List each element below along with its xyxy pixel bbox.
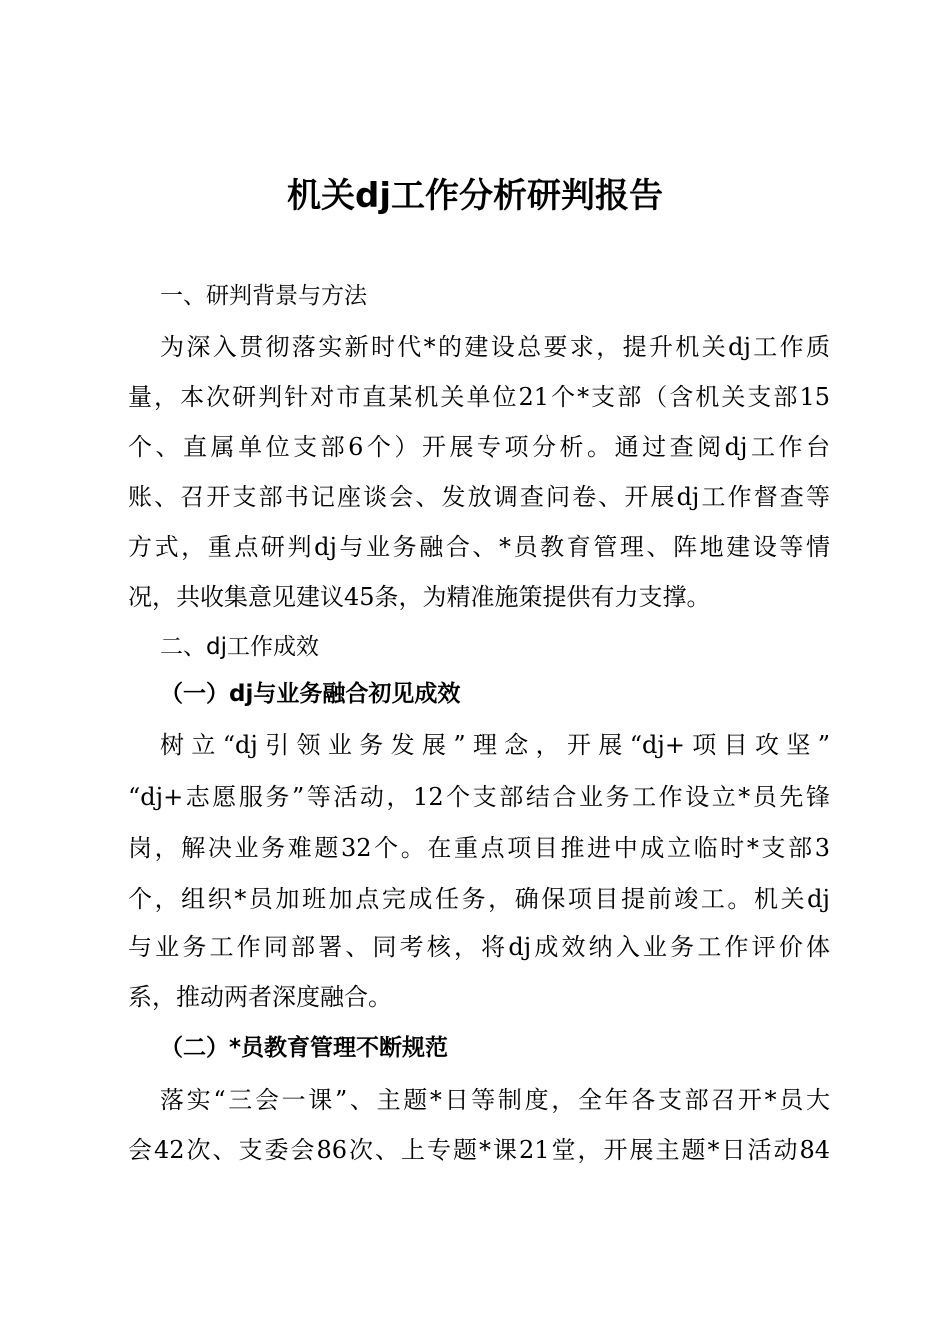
subsection-heading: （二）*员教育管理不断规范 [160, 1035, 449, 1061]
paragraph-line: 个，组织*员加班加点完成任务，确保项目提前竣工。机关dj [128, 885, 830, 913]
paragraph-line: 方式，重点研判dj与业务融合、*员教育管理、阵地建设等情 [128, 533, 830, 561]
subsection-heading: （一）dj与业务融合初见成效 [160, 681, 461, 707]
document-title: 机关dj工作分析研判报告 [287, 176, 663, 216]
paragraph-line: 量，本次研判针对市直某机关单位21个*支部（含机关支部15 [128, 383, 830, 411]
paragraph-line: 个、直属单位支部6个）开展专项分析。通过查阅dj工作台 [128, 433, 830, 461]
paragraph-line: 为深入贯彻落实新时代*的建设总要求，提升机关dj工作质 [160, 333, 830, 361]
paragraph-line: 账、召开支部书记座谈会、发放调查问卷、开展dj工作督查等 [128, 483, 830, 511]
paragraph-line: 树立“dj引领业务发展”理念，开展“dj+项目攻坚” [160, 731, 830, 759]
paragraph-line: “dj+志愿服务”等活动，12个支部结合业务工作设立*员先锋 [128, 783, 830, 811]
section-heading: 二、dj工作成效 [160, 634, 319, 660]
paragraph-line: 会42次、支委会86次、上专题*课21堂，开展主题*日活动84 [128, 1136, 830, 1164]
paragraph-line: 与业务工作同部署、同考核，将dj成效纳入业务工作评价体 [128, 933, 830, 961]
paragraph-line: 落实“三会一课”、主题*日等制度，全年各支部召开*员大 [160, 1086, 830, 1114]
paragraph-line: 岗，解决业务难题32个。在重点项目推进中成立临时*支部3 [128, 834, 830, 862]
paragraph-line: 系，推动两者深度融合。 [128, 983, 392, 1011]
section-heading: 一、研判背景与方法 [160, 283, 367, 309]
paragraph-line: 况，共收集意见建议45条，为精准施策提供有力支撑。 [128, 583, 711, 611]
